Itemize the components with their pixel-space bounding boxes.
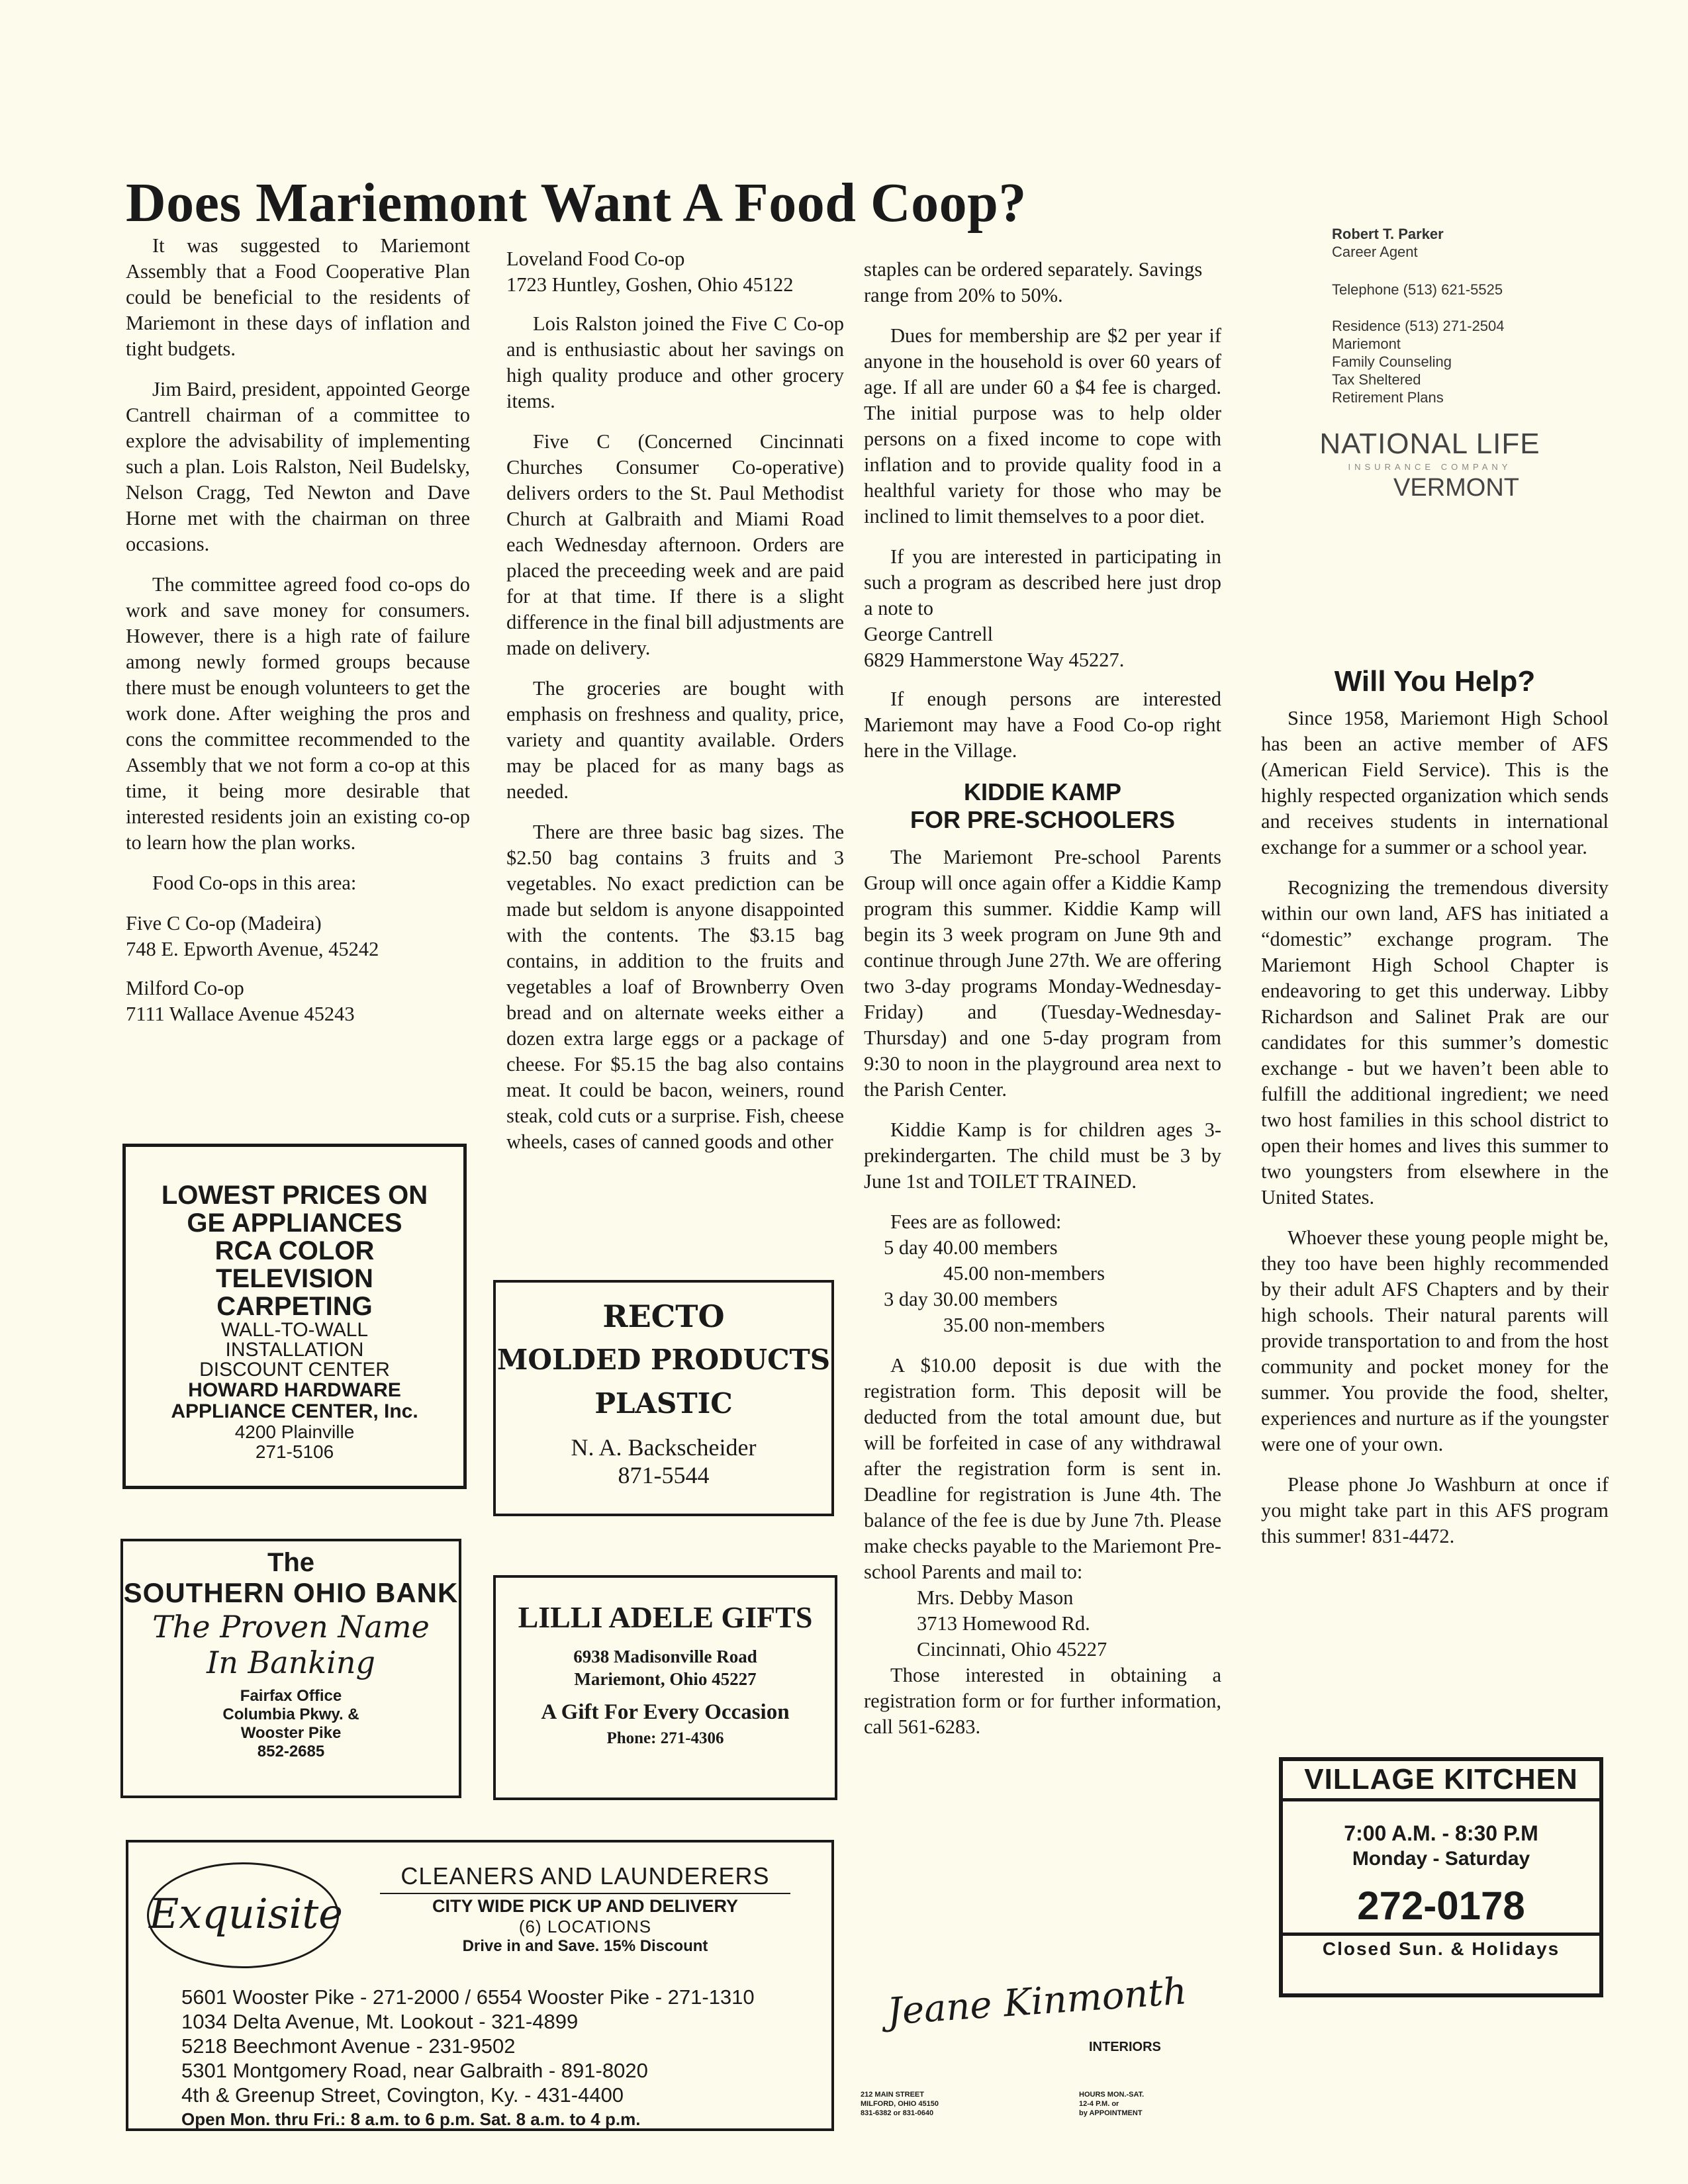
paragraph: Food Co-ops in this area:: [152, 872, 357, 894]
national-life-logo: NATIONAL LIFE INSURANCE COMPANY VERMONT: [1319, 428, 1540, 502]
paragraph: Dues for membership are $2 per year if anyone in the household is over 60 years of age. If all are under 60 a $4 fee is charged. The initial purpose was to help older persons on a fixed income to cope with inflation and to provide quality food in a healthful variety for those who may be inclined to limit themselves to a poor diet.: [864, 324, 1221, 527]
paragraph: The Mariemont Pre-school Parents Group will once again offer a Kiddie Kamp program this summer. Kiddie Kamp will begin its 3 week program on June 9th and continue through June 27th. We are offering two 3-day programs Monday-Wednesday-Friday) and (Tuesday-Wednesday-Thursday) and one 5-day program from 9:30 to noon in the playground area next to the Parish Center.: [864, 846, 1221, 1101]
ad-southern-ohio-bank: The SOUTHERN OHIO BANK The Proven Name In Banking Fairfax Office Columbia Pkwy. & Wooster Pike 852-2685: [120, 1539, 461, 1798]
ad-recto-molded-products: RECTO MOLDED PRODUCTS PLASTIC N. A. Backscheider 871-5544: [493, 1280, 834, 1516]
paragraph: Five C (Concerned Cincinnati Churches Consumer Co-operative) delivers orders to the St. Paul Methodist Church at Galbraith and Miami Road each Wednesday afternoon. Orders are placed the preceeding week and are paid for at that time. If there is a slight difference in the final bill adjustments are made on delivery.: [506, 430, 844, 659]
paragraph: Please phone Jo Washburn at once if you might take part in this AFS program this summer! 831-4472.: [1261, 1473, 1609, 1547]
paragraph: Since 1958, Mariemont High School has been an active member of AFS (American Field Service). This is the highly respected organization which sends and receives students in international exchange for a summer or a school year.: [1261, 707, 1609, 858]
column-4: [1261, 663, 1609, 1564]
paragraph: A $10.00 deposit is due with the registration form. This deposit will be deducted from the total amount due, but will be forfeited in case of any withdrawal after the registration form is sent in. Deadline for registration is June 4th. The balance of the fee is due by June 7th. Please make checks payable to the Mariemont Pre-school Parents and mail to:: [864, 1354, 1221, 1583]
page-title: Does Mariemont Want A Food Coop?: [126, 172, 1027, 234]
paragraph: The committee agreed food co-ops do work and save money for consumers. However, there is a high rate of failure among newly formed groups because there must be enough volunteers to get the work done. After weighing the pros and cons the committee recommended to the Assembly that we not form a co-op at this time, it being more desirable that interested residents join an existing co-op to learn how the plan works.: [126, 573, 470, 854]
paragraph: Kiddie Kamp is for children ages 3-prekindergarten. The child must be 3 by June 1st and TOILET TRAINED.: [864, 1118, 1221, 1193]
ad-lilli-adele-gifts: LILLI ADELE GIFTS 6938 Madisonville Road Mariemont, Ohio 45227 A Gift For Every Occasion Phone: 271-4306: [493, 1575, 837, 1800]
exquisite-logo: Exquisite: [147, 1862, 339, 1968]
coop-address: Milford Co-op 7111 Wallace Avenue 45243: [126, 977, 355, 1025]
ad-village-kitchen: VILLAGE KITCHEN 7:00 A.M. - 8:30 P.M Monday - Saturday 272-0178 Closed Sun. & Holidays: [1279, 1757, 1603, 1997]
coop-address: Loveland Food Co-op 1723 Huntley, Goshen, Ohio 45122: [506, 248, 794, 296]
signature: Jeane Kinmonth: [886, 1970, 1188, 2034]
paragraph: staples can be ordered separately. Savings range from 20% to 50%.: [864, 258, 1203, 306]
section-heading: Will You Help?: [1334, 665, 1536, 698]
column-3: [864, 257, 1221, 1754]
column-2: [506, 246, 844, 1169]
agent-card: Robert T. Parker Career Agent Telephone (513) 621-5525 Residence (513) 271-2504 Mariemont Family Counseling Tax Sheltered Retirement Plans: [1332, 226, 1505, 406]
paragraph: Lois Ralston joined the Five C Co-op and is enthusiastic about her savings on high quality produce and other grocery items.: [506, 312, 844, 412]
ad-exquisite-cleaners: Exquisite CLEANERS AND LAUNDERERS CITY WIDE PICK UP AND DELIVERY (6) LOCATIONS Drive in and Save. 15% Discount 5601 Wooster Pike - 271-2000 / 6554 Wooster Pike - 271-1310 1034 Delta Avenue, Mt. Lookout - 321-4899 5218 Beechmont Avenue - 231-9502 5301 Montgomery Road, near Galbraith - 891-8020 4th & Greenup Street, Covington, Ky. - 431-4400 Open Mon. thru Fri.: 8 a.m. to 6 p.m. Sat. 8 a.m. to 4 p.m.: [126, 1840, 834, 2131]
section-heading: KIDDIE KAMP FOR PRE-SCHOOLERS: [910, 778, 1176, 833]
paragraph: If enough persons are interested Mariemont may have a Food Co-op right here in the Village.: [864, 688, 1221, 762]
mailing-address: Mrs. Debby Mason 3713 Homewood Rd. Cincinnati, Ohio 45227: [917, 1586, 1107, 1661]
paragraph: Recognizing the tremendous diversity within our own land, AFS has initiated a “domestic” exchange program. The Mariemont High School Chapter is endeavoring to get this underway. Libby Richardson and Salinet Prak are our candidates for this summer’s domestic exchange - but we haven’t been able to fulfill the additional ingredient; we need two host families in this school district to open their homes and lives this summer to two youngsters from elsewhere in the United States.: [1261, 876, 1609, 1208]
ad-kinmonth-interiors: Jeane Kinmonth INTERIORS 212 MAIN STREET MILFORD, OHIO 45150 831-6382 or 831-0640 HOURS MON.-SAT. 12-4 P.M. or by APPOINTMENT: [861, 1970, 1188, 2117]
paragraph: The groceries are bought with emphasis on freshness and quality, price, variety and quantity available. Orders may be placed for as many bags as needed.: [506, 677, 844, 803]
column-1: [126, 233, 470, 1040]
address: George Cantrell 6829 Hammerstone Way 45227.: [864, 623, 1125, 671]
paragraph: Jim Baird, president, appointed George Cantrell chairman of a committee to explore the advisability of implementing such a plan. Lois Ralston, Neil Budelsky, Nelson Cragg, Ted Newton and Dave Horne met with the chairman on three occasions.: [126, 378, 470, 555]
paragraph: There are three basic bag sizes. The $2.50 bag contains 3 fruits and 3 vegetables. No exact prediction can be made but seldom is anyone disappointed with the contents. The $3.15 bag contains, in addition to the fruits and vegetables a loaf of Brownberry Oven bread and on alternate weeks either a dozen extra large eggs or a package of cheese. For $5.15 the bag also contains meat. It could be bacon, weiners, round steak, cold cuts or a surprise. Fish, cheese wheels, cases of canned goods and other: [506, 821, 844, 1153]
fee-list: Fees are as followed: 5 day 40.00 members 45.00 non-members 3 day 30.00 members 35.00 non-members: [884, 1210, 1105, 1336]
ad-howard-hardware: LOWEST PRICES ON GE APPLIANCES RCA COLOR TELEVISION CARPETING WALL-TO-WALL INSTALLATION DISCOUNT CENTER HOWARD HARDWARE APPLIANCE CENTER, Inc. 4200 Plainville 271-5106: [122, 1144, 467, 1489]
paragraph: It was suggested to Mariemont Assembly that a Food Cooperative Plan could be beneficial to the residents of Mariemont in these days of inflation and tight budgets.: [126, 234, 470, 360]
paragraph: If you are interested in participating in such a program as described here just drop a note to: [864, 545, 1221, 619]
paragraph: Those interested in obtaining a registration form or for further information, call 561-6283.: [864, 1664, 1221, 1738]
paragraph: Whoever these young people might be, they too have been highly recommended by their adult AFS Chapters and by their high schools. Their natural parents will provide transportation to and from the host community and pocket money for the summer. You provide the food, shelter, experiences and nurture as if the youngster were one of your own.: [1261, 1226, 1609, 1455]
coop-address: Five C Co-op (Madeira) 748 E. Epworth Avenue, 45242: [126, 912, 379, 960]
